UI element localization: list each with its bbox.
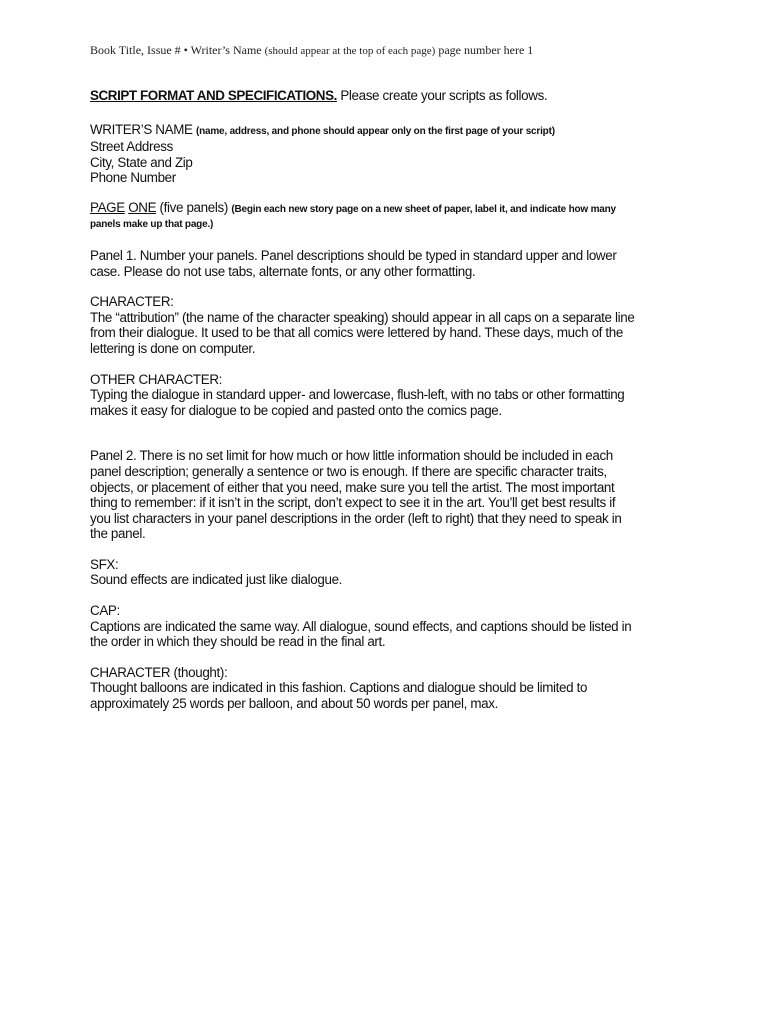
city-state-zip: City, State and Zip	[90, 154, 193, 170]
caption-block	[90, 603, 638, 650]
phone-number: Phone Number	[90, 170, 176, 186]
panel-2-description: Panel 2. There is no set limit for how much or how little information should be included in each panel description; generally a sentence or two is enough. If there are specific character traits, objects, or placement of either that you need, make sure you tell the artist. The most important thing to remember: if it isn’t in the script, don’t expect to see it in the art. You’ll get best results if you list characters in your panel descriptions in the order (left to right) that they need to speak in the panel.	[90, 448, 622, 542]
other-character-label: OTHER CHARACTER:	[90, 371, 223, 387]
writer-block	[90, 122, 638, 186]
script-body	[90, 88, 638, 727]
character-block	[90, 294, 638, 356]
writer-label: WRITER’S NAME	[90, 121, 193, 137]
intro-paragraph	[90, 88, 638, 104]
sfx-block	[90, 557, 638, 588]
character-dialogue: The “attribution” (the name of the character speaking) should appear in all caps on a separate line from their dialogue. It used to be that all comics were lettered by hand. These days, much of the lettering is done on computer.	[90, 309, 635, 356]
panel-1-description: Panel 1. Number your panels. Panel descriptions should be typed in standard upper and lower case. Please do not use tabs, alternate fonts, or any other formatting.	[90, 247, 617, 279]
thought-block	[90, 665, 638, 712]
character-label: CHARACTER:	[90, 294, 174, 310]
header-note: (should appear at the top of each page)	[264, 45, 436, 57]
caption-text: Captions are indicated the same way. All dialogue, sound effects, and captions should be listed in the order in which they should be read in the final art.	[90, 618, 632, 650]
thought-label: CHARACTER (thought):	[90, 664, 228, 680]
header-main: Book Title, Issue # • Writer’s Name	[90, 43, 262, 57]
caption-label: CAP:	[90, 603, 120, 619]
writer-note: (name, address, and phone should appear only on the first page of your script)	[195, 125, 555, 137]
sfx-text: Sound effects are indicated just like dialogue.	[90, 572, 343, 588]
thought-text: Thought balloons are indicated in this fashion. Captions and dialogue should be limited to approximately 25 words per balloon, and about 50 words per panel, max.	[90, 680, 588, 712]
other-character-block	[90, 372, 638, 419]
panel-count: (five panels)	[159, 199, 228, 215]
page-one-note: (Begin each new story page on a new sheet of paper, label it, and indicate how many panels make up that page.)	[90, 203, 616, 230]
page-header	[90, 43, 730, 58]
sfx-label: SFX:	[90, 556, 119, 572]
other-character-dialogue: Typing the dialogue in standard upper- and lowercase, flush-left, with no tabs or other formatting makes it easy for dialogue to be copied and pasted onto the comics page.	[90, 387, 625, 418]
header-tail: page number here 1	[438, 43, 534, 57]
page-one-heading	[90, 201, 638, 231]
intro-text: Please create your scripts as follows.	[340, 88, 548, 103]
section-title: SCRIPT FORMAT AND SPECIFICATIONS.	[90, 88, 337, 103]
page-label: PAGE	[90, 199, 125, 215]
page-number-word: ONE	[128, 199, 157, 215]
street-address: Street Address	[90, 139, 173, 155]
